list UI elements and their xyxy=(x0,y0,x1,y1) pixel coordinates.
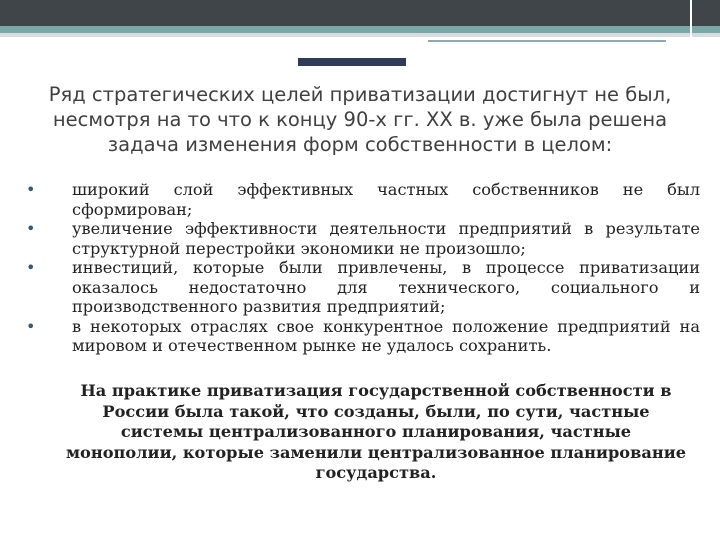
bullet-list xyxy=(26,180,700,356)
bullet-item: • широкий слой эффективных частных собственников не был сформирован; xyxy=(26,180,700,219)
header-dark-bar xyxy=(0,0,720,26)
title-accent-bar xyxy=(298,58,406,66)
bullet-item: • инвестиций, которые были привлечены, в процессе приватизации оказалось недостаточно для технического, социального и производственного развития предприятий; xyxy=(26,258,700,317)
bullet-item: • в некоторых отраслях свое конкурентное положение предприятий на мировом и отечественном рынке не удалось сохранить. xyxy=(26,317,700,356)
header-gray-stripe xyxy=(0,33,720,37)
decorative-line xyxy=(428,40,666,42)
slide-title: Ряд стратегических целей приватизации достигнут не был, несмотря на то что к концу 90-х гг. XX в. уже была решена задача изменения форм собственности в целом: xyxy=(48,83,672,156)
corner-decoration xyxy=(690,0,720,60)
header-teal-stripe xyxy=(0,26,720,33)
bullet-item: • увеличение эффективности деятельности предприятий в результате структурной перестройки экономики не произошло; xyxy=(26,219,700,258)
conclusion-paragraph: На практике приватизация государственной собственности в России была такой, что созданы, были, по сути, частные системы централизованного планирования, частные монополии, которые заменили централизованное планирование государства. xyxy=(66,381,686,482)
